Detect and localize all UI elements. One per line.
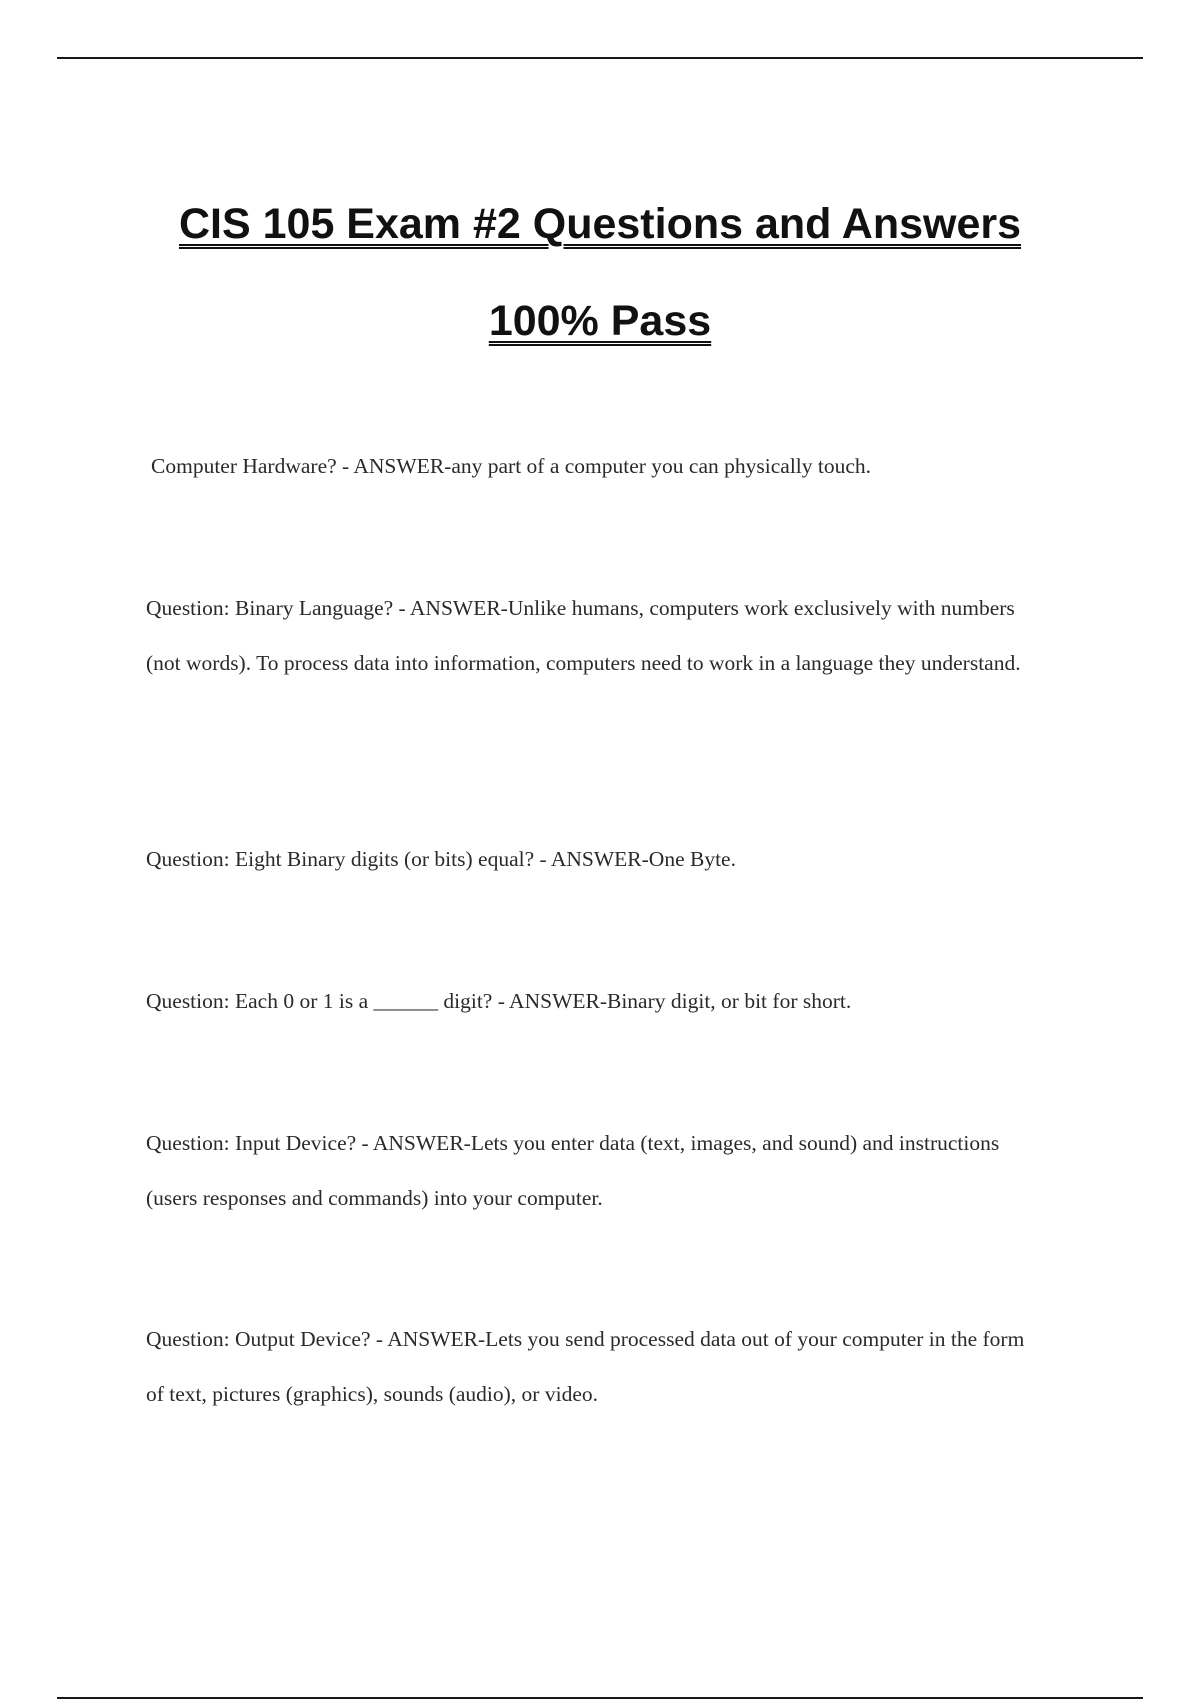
qa-entry-eight-bits: Question: Eight Binary digits (or bits) equal? - ANSWER-One Byte. xyxy=(146,847,736,871)
qa-entry-binary-digit: Question: Each 0 or 1 is a ______ digit? - ANSWER-Binary digit, or bit for short. xyxy=(146,989,852,1013)
page-title xyxy=(57,176,1143,370)
qa-entry-binary-language: Question: Binary Language? - ANSWER-Unlike humans, computers work exclusively with numbers (not words). To process data into information, computers need to work in a language they understand. xyxy=(146,596,1021,675)
title-line-1: CIS 105 Exam #2 Questions and Answers xyxy=(178,200,1022,248)
header-rule xyxy=(57,57,1143,59)
qa-entry-input-device: Question: Input Device? - ANSWER-Lets you enter data (text, images, and sound) and instructions (users responses and commands) into your computer. xyxy=(146,1131,1000,1210)
footer-rule xyxy=(57,1697,1143,1699)
qa-entry-hardware: Computer Hardware? - ANSWER-any part of a computer you can physically touch. xyxy=(151,454,872,478)
qa-entry-output-device: Question: Output Device? - ANSWER-Lets you send processed data out of your computer in the form of text, pictures (graphics), sounds (audio), or video. xyxy=(146,1327,1025,1406)
title-line-2: 100% Pass xyxy=(488,297,712,345)
